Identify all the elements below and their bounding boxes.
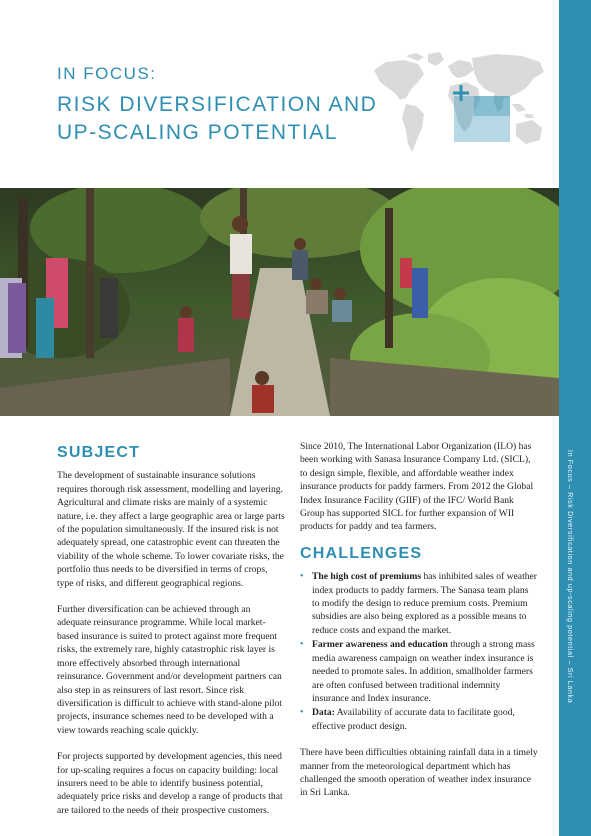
- list-item: [300, 706, 538, 733]
- subject-paragraph: For projects supported by development agencies, this need for up-scaling requires a focus on capacity building: local insurers need to be able to identify business potential, adequately price risks and develop a range of products that are tailored to the needs of their prospective customers.: [57, 751, 283, 816]
- side-bar-label: In Focus – Risk Diversification and up-scaling potential – Sri Lanka: [566, 450, 575, 704]
- bullet-text: has inhibited sales of weather index products to paddy farmers. The Sanasa team plans to modify the design to reduce premium costs. Premium subsidies are also being explored as a possible means to reduce costs and expand the market.: [312, 571, 537, 636]
- right-column: [300, 440, 538, 813]
- side-bar: [559, 0, 591, 836]
- photo-village-scene: [0, 188, 559, 416]
- challenges-list: [300, 570, 538, 733]
- challenges-heading: CHALLENGES: [300, 544, 423, 562]
- closing-paragraph: There have been difficulties obtaining rainfall data in a timely manner from the meteorological department which has challenged the smooth operation of weather index insurance in Sri Lanka.: [300, 747, 538, 799]
- bullet-text: Availability of accurate data to facilitate good, effective product design.: [312, 707, 515, 732]
- page-header: [0, 0, 559, 188]
- bullet-icon: •: [300, 571, 304, 583]
- page-title: RISK DIVERSIFICATION AND UP-SCALING POTENTIAL: [57, 93, 378, 144]
- subject-heading: SUBJECT: [57, 444, 141, 461]
- left-column: [57, 446, 285, 830]
- bullet-bold: Farmer awareness and education: [312, 639, 448, 651]
- section-kicker: IN FOCUS:: [57, 64, 157, 83]
- list-item: [300, 570, 538, 637]
- bullet-icon: •: [300, 707, 304, 719]
- bullet-bold: Data:: [312, 707, 335, 719]
- subject-paragraph: The development of sustainable insurance solutions requires thorough risk assessment, modelling and layering. Agricultural and climate risks are mainly of a systemic nature, i.e. they affect a large geographic area or large parts of the population simultaneously. If the insured risk is not adequately spread, one catastrophic event can threaten the viability of the whole scheme. To lower covariate risks, the portfolio thus needs to be diversified in terms of crops, type of risks, and different geographical regions.: [57, 470, 285, 589]
- intro-paragraph: Since 2010, The International Labor Organization (ILO) has been working with Sanasa Insurance Company Ltd. (SICL), to design simple, flexible, and affordable weather index insurance products for paddy farmers. From 2012 the Global Index Insurance Facility (GIIF) of the IFC/ World Bank Group has supported SICL for further expansion of WII products for paddy and tea farmers.: [300, 441, 534, 533]
- subject-paragraph: Further diversification can be achieved through an adequate reinsurance programme. While local market-based insurance is suited to protect against more frequent risks, the extremely rare, highly catastrophic risk layer is more effectively absorbed through international reinsurance. Government and/or development partners can also step in as reinsurers of last resort. Since risk diversification is difficult to achieve with stand-alone pilot projects, insurance schemes need to be developed with a view towards reaching scale quickly.: [57, 604, 282, 736]
- world-map-icon: [366, 48, 548, 166]
- bullet-icon: •: [300, 639, 304, 651]
- list-item: [300, 638, 538, 705]
- bullet-text: through a strong mass media awareness campaign on weather index insurance is needed to promote sales. In addition, smallholder farmers are often confused between traditional indemnity insurance and Index insurance.: [312, 639, 535, 704]
- bullet-bold: The high cost of premiums: [312, 571, 422, 583]
